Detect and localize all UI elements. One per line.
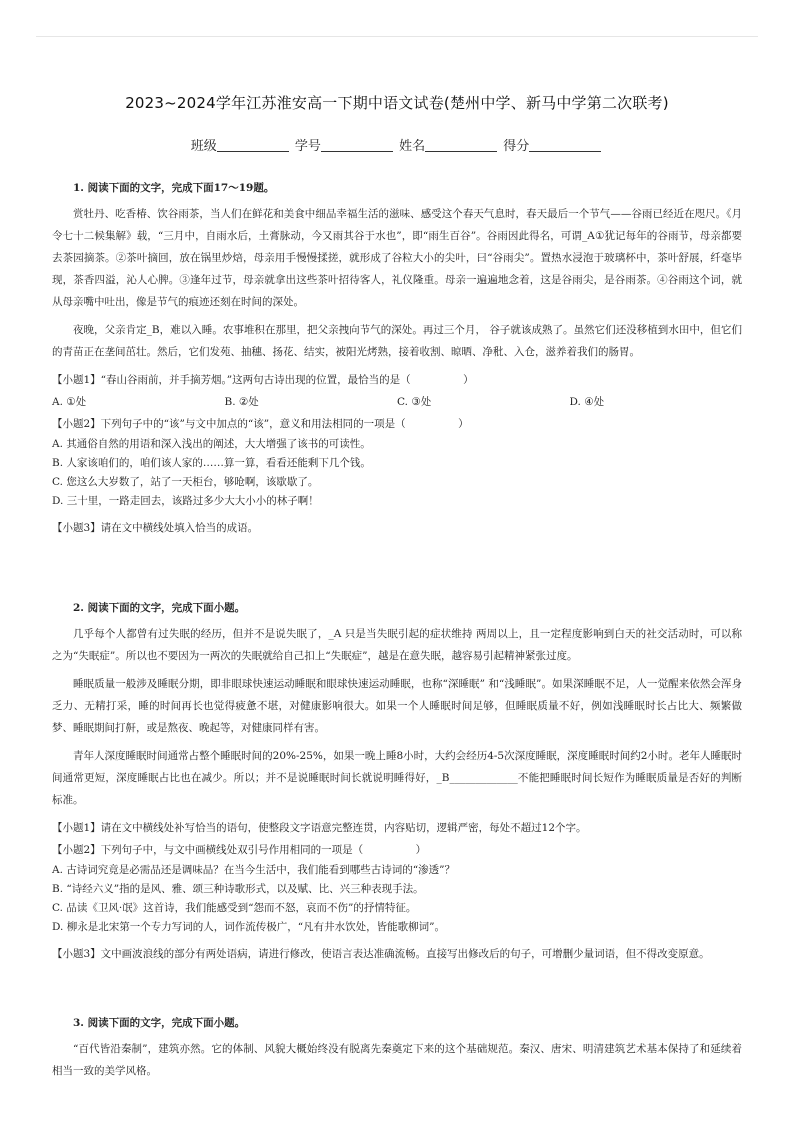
q1-passage-2: 夜晚，父亲肯定_B，难以入睡。农事堆积在那里，把父亲拽向节气的深处。再过三个月， 谷子就该成熟了。虽然它们还没移植到水田中，但它们的青苗正在垄间茁壮。然后，它们发苑、抽穗、扬花、结实，被阳光烤熟，接着收割、晾晒、净秕、入仓，滋养着我们的肠胃。 [52,324,742,358]
student-info-line [0,135,794,154]
score-blank[interactable] [529,138,601,152]
option-a[interactable]: A. 其通俗自然的用语和深入浅出的阐述，大大增强了该书的可读性。 [52,438,371,450]
name-blank[interactable] [425,138,497,152]
q2-passage-2: 睡眠质量一般涉及睡眠分期，即非眼球快速运动睡眠和眼球快速运动睡眠，也称“深睡眠” 和“浅睡眠”。如果深睡眠不足，人一觉醒来依然会浑身乏力、无精打采，睡的时间再长也觉得疲惫不堪，对健康影响很大。如果一个人睡眠时间足够，但睡眠质量不好，例如浅睡眠时长占比大、频繁做梦、睡眠期间打鼾，或是熬夜、晚起等，对健康同样有害。 [52,678,742,734]
option-d[interactable]: D. 柳永是北宋第一个专力写词的人，词作流传极广，“凡有井水饮处，皆能歌柳词”。 [52,921,445,933]
option-c[interactable]: C. ③处 [397,396,432,408]
q1-subquestion-1: 【小题1】“春山谷雨前，并手摘芳烟。”这两句古诗出现的位置，最恰当的是（ ） [52,374,474,386]
option-c[interactable]: C. 品读《卫风·氓》这首诗，我们能感受到“怨而不怒，哀而不伤”的抒情特征。 [52,902,417,914]
q1-subquestion-3: 【小题3】请在文中横线处填入恰当的成语。 [52,522,259,534]
option-b[interactable]: B. 人家该咱们的，咱们该人家的……算一算，看看还能剩下几个钱。 [52,457,371,469]
top-rule [36,36,758,37]
option-c[interactable]: C. 您这么大岁数了，站了一天柜台，够呛啊，该歇歇了。 [52,476,319,488]
q2-subquestion-3: 【小题3】文中画波浪线的部分有两处语病，请进行修改，使语言表达准确流畅。直接写出修改后的句子，可增删少量词语，但不得改变原意。 [52,948,710,960]
class-label: 班级 [190,139,217,154]
q2-subquestion-1: 【小题1】请在文中横线处补写恰当的语句，使整段文字语意完整连贯，内容贴切，逻辑严密，每处不超过12个字。 [52,822,587,834]
question-1 [52,180,742,539]
question-2 [52,600,742,965]
option-a[interactable]: A. ①处 [52,396,87,408]
q2-passage-1: 几乎每个人都曾有过失眠的经历，但并不是说失眠了，_A 只是当失眠引起的症状维持 两周以上，且一定程度影响到白天的社交活动时，可以称之为“失眠症”。所以也不要因为一两次的失眠就给自己扣上“失眠症”，越是在意失眠，越容易引起精神紧张过度。 [52,628,742,662]
q1-passage-1: 赏牡丹、吃香椿、饮谷雨茶，当人们在鲜花和美食中细品幸福生活的滋味、感受这个春天气息时，春天最后一个节气——谷雨已经近在咫尺。《月令七十二候集解》载，“三月中，自雨水后，土膏脉动，今又雨其谷于水也”，即“雨生百谷”。谷雨因此得名，可谓_A①犹记每年的谷雨节，母亲都要去茶园摘茶。②茶叶摘回，放在锅里炒焙，母亲用手慢慢揉搓，就形成了谷粒大小的尖叶，曰“谷雨尖”。置热水浸泡于玻璃杯中，茶叶舒展，纤毫毕现，茶香四溢，沁人心脾。③逢年过节，母亲就拿出这些茶叶招待客人，礼仪隆重。母亲一遍遍地念着，这是谷雨尖，是谷雨茶。④谷雨这个词，就从母亲嘴中吐出，像是节气的痕迹还刻在时间的深处。 [52,208,742,308]
question-3 [52,1015,742,1088]
question-3-heading: 3. 阅读下面的文字，完成下面小题。 [73,1017,246,1029]
id-blank[interactable] [321,138,393,152]
class-blank[interactable] [217,138,289,152]
score-label: 得分 [503,139,530,154]
option-b[interactable]: B. “诗经六义”指的是风、雅、颂三种诗歌形式，以及赋、比、兴三种表现手法。 [52,883,424,895]
q3-passage-1: “百代皆沿秦制”，建筑亦然。它的体制、风貌大概始终没有脱离先秦奠定下来的这个基础规范。秦汉、唐宋、明清建筑艺术基本保持了和延续着相当一致的美学风格。 [52,1043,742,1077]
q1-subquestion-2: 【小题2】下列句子中的“该”与文中加点的“该”，意义和用法相同的一项是（ ） [52,418,469,430]
option-d[interactable]: D. ④处 [569,396,605,408]
option-b[interactable]: B. ②处 [224,396,259,408]
q2-passage-3: 青年人深度睡眠时间通常占整个睡眠时间的20%-25%，如果一晚上睡8小时，大约会经历4-5次深度睡眠，深度睡眠时间约2小时。老年人睡眠时间通常更短，深度睡眠占比也在减少。所以；并不是说睡眠时间长就说明睡得好，_B_____________不能把睡眠时间长短作为睡眠质量是否好的判断标准。 [52,750,742,806]
q2-subquestion-2: 【小题2】下列句子中，与文中画横线处双引号作用相同的一项是（ ） [52,844,427,856]
name-label: 姓名 [399,139,426,154]
id-label: 学号 [294,139,321,154]
document-title: 2023~2024学年江苏淮安高一下期中语文试卷(楚州中学、新马中学第二次联考) [125,94,669,112]
question-1-heading: 1. 阅读下面的文字，完成下面17～19题。 [73,182,275,194]
q1-sub1-options [52,391,742,413]
question-2-heading: 2. 阅读下面的文字，完成下面小题。 [73,602,246,614]
option-d[interactable]: D. 三十里，一路走回去，该路过多少大大小小的林子啊！ [52,495,319,507]
option-a[interactable]: A. 古诗词究竟是必需品还是调味品？在当今生活中，我们能看到哪些古诗词的“渗透”？ [52,864,455,876]
